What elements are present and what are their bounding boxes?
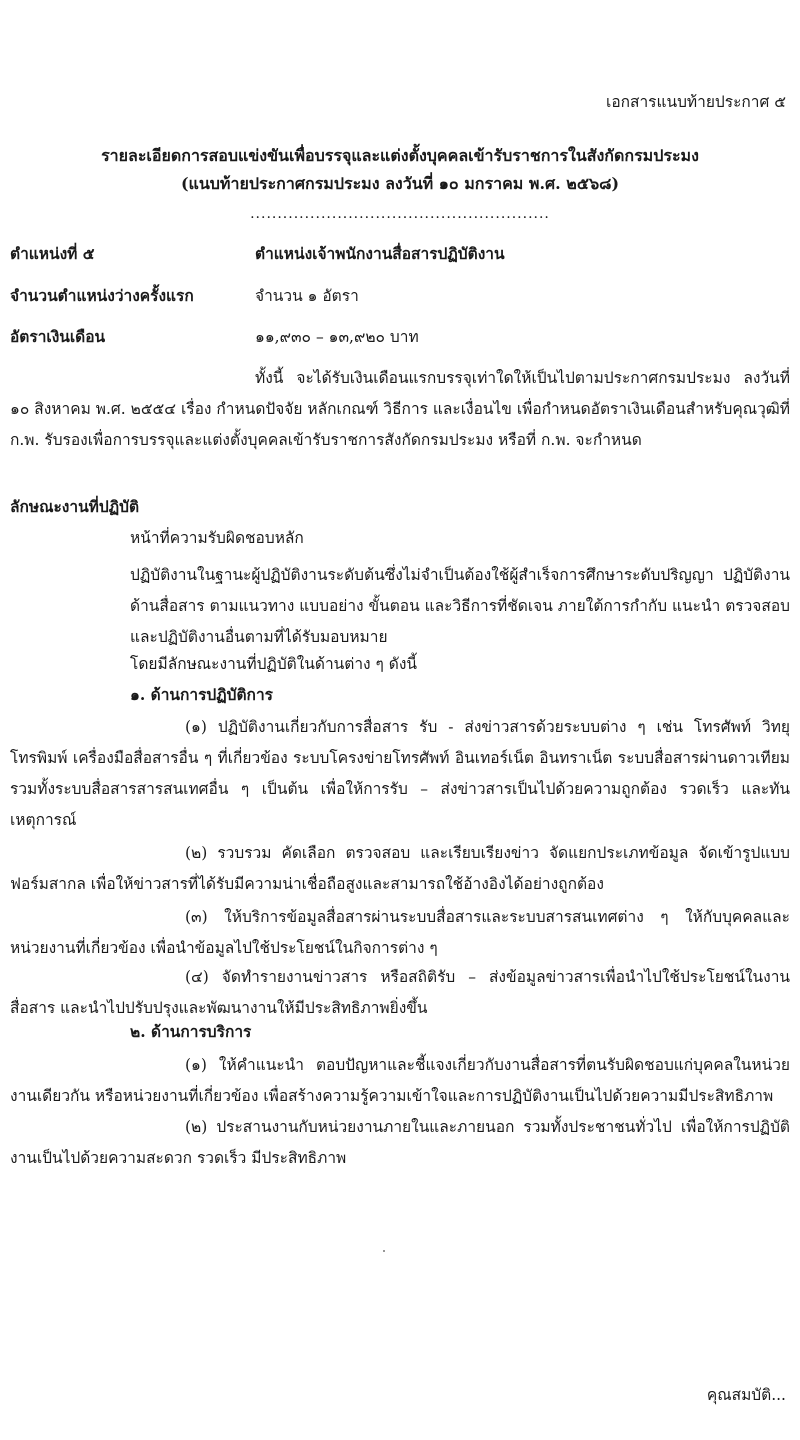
document-subtitle: (แนบท้ายประกาศกรมประมง ลงวันที่ ๑๐ มกราคม พ.ศ. ๒๕๖๘): [180, 174, 620, 193]
vacancy-value: จำนวน ๑ อัตรา: [255, 287, 359, 305]
operations-item-1: (๑) ปฏิบัติงานเกี่ยวกับการสื่อสาร รับ - ส่งข่าวสารด้วยระบบต่าง ๆ เช่น โทรศัพท์ วิทยุ โทรพิมพ์ เครื่องมือสื่อสารอื่น ๆ ที่เกี่ยวข้อง ระบบโครงข่ายโทรศัพท์ อินเทอร์เน็ต อินทราเน็ต ระบบสื่อสารผ่านดาวเทียม รวมทั้งระบบสื่อสารสารสนเทศอื่น ๆ เป็นต้น เพื่อให้การรับ – ส่งข่าวสารเป็นไปด้วยความถูกต้อง รวดเร็ว และทันเหตุการณ์: [10, 718, 790, 829]
operations-item-4: (๔) จัดทำรายงานข่าวสาร หรือสถิติรับ – ส่งข้อมูลข่าวสารเพื่อนำไปใช้ประโยชน์ในงานสื่อสาร และนำไปปรับปรุงและพัฒนางานให้มีประสิทธิภาพยิ่งขึ้น: [10, 968, 790, 1017]
title-separator: .......................................................: [250, 206, 550, 222]
vacancy-label: จำนวนตำแหน่งว่างครั้งแรก: [10, 286, 194, 305]
areas-intro: โดยมีลักษณะงานที่ปฏิบัติในด้านต่าง ๆ ดังนี้: [130, 655, 418, 673]
continued-marker: คุณสมบัติ...: [706, 1386, 786, 1404]
services-heading: ๒. ด้านการบริการ: [130, 1022, 252, 1041]
salary-value: ๑๑,๙๓๐ – ๑๓,๙๒๐ บาท: [255, 328, 419, 346]
salary-label: อัตราเงินเดือน: [10, 327, 106, 346]
duties-heading: ลักษณะงานที่ปฏิบัติ: [10, 497, 140, 516]
services-item-1: (๑) ให้คำแนะนำ ตอบปัญหาและชี้แจงเกี่ยวกับงานสื่อสารที่ตนรับผิดชอบแก่บุคคลในหน่วยงานเดียวกัน หรือหน่วยงานที่เกี่ยวข้อง เพื่อสร้างความรู้ความเข้าใจและการปฏิบัติงานเป็นไปด้วยความมีประสิทธิภาพ: [10, 1056, 790, 1105]
operations-item-2: (๒) รวบรวม คัดเลือก ตรวจสอบ และเรียบเรียงข่าว จัดแยกประเภทข้อมูล จัดเข้ารูปแบบฟอร์มสากล เพื่อให้ข่าวสารที่ได้รับมีความน่าเชื่อถือสูงและสามารถใช้อ้างอิงได้อย่างถูกต้อง: [10, 844, 790, 893]
operations-item-3: (๓) ให้บริการข้อมูลสื่อสารผ่านระบบสื่อสารและระบบสารสนเทศต่าง ๆ ให้กับบุคคลและหน่วยงานที่เกี่ยวข้อง เพื่อนำข้อมูลไปใช้ประโยชน์ในกิจการต่าง ๆ: [10, 908, 790, 957]
duties-intro: ปฏิบัติงานในฐานะผู้ปฏิบัติงานระดับต้นซึ่งไม่จำเป็นต้องใช้ผู้สำเร็จการศึกษาระดับปริญญา ปฏิบัติงานด้านสื่อสาร ตามแนวทาง แบบอย่าง ขั้นตอน และวิธีการที่ชัดเจน ภายใต้การกำกับ แนะนำ ตรวจสอบ และปฏิบัติงานอื่นตามที่ได้รับมอบหมาย: [130, 566, 790, 646]
main-duties-heading: หน้าที่ความรับผิดชอบหลัก: [130, 529, 304, 547]
operations-heading: ๑. ด้านการปฏิบัติการ: [130, 685, 273, 704]
services-item-2: (๒) ประสานงานกับหน่วยงานภายในและภายนอก รวมทั้งประชาชนทั่วไป เพื่อให้การปฏิบัติงานเป็นไปด้วยความสะดวก รวดเร็ว มีประสิทธิภาพ: [10, 1118, 790, 1167]
salary-note: ทั้งนี้ จะได้รับเงินเดือนแรกบรรจุเท่าใดให้เป็นไปตามประกาศกรมประมง ลงวันที่ ๑๐ สิงหาคม พ.ศ. ๒๕๕๔ เรื่อง กำหนดปัจจัย หลักเกณฑ์ วิธีการ และเงื่อนไข เพื่อกำหนดอัตราเงินเดือนสำหรับคุณวุฒิที่ ก.พ. รับรองเพื่อการบรรจุและแต่งตั้งบุคคลเข้ารับราชการสังกัดกรมประมง หรือที่ ก.พ. จะกำหนด: [10, 369, 790, 449]
position-value: ตำแหน่งเจ้าพนักงานสื่อสารปฏิบัติงาน: [255, 244, 505, 263]
document-title: รายละเอียดการสอบแข่งขันเพื่อบรรจุและแต่งตั้งบุคคลเข้ารับราชการในสังกัดกรมประมง: [101, 146, 699, 165]
scan-speck: [383, 1250, 385, 1252]
position-label: ตำแหน่งที่ ๕: [10, 244, 95, 263]
document-reference: เอกสารแนบท้ายประกาศ ๕: [606, 93, 786, 111]
